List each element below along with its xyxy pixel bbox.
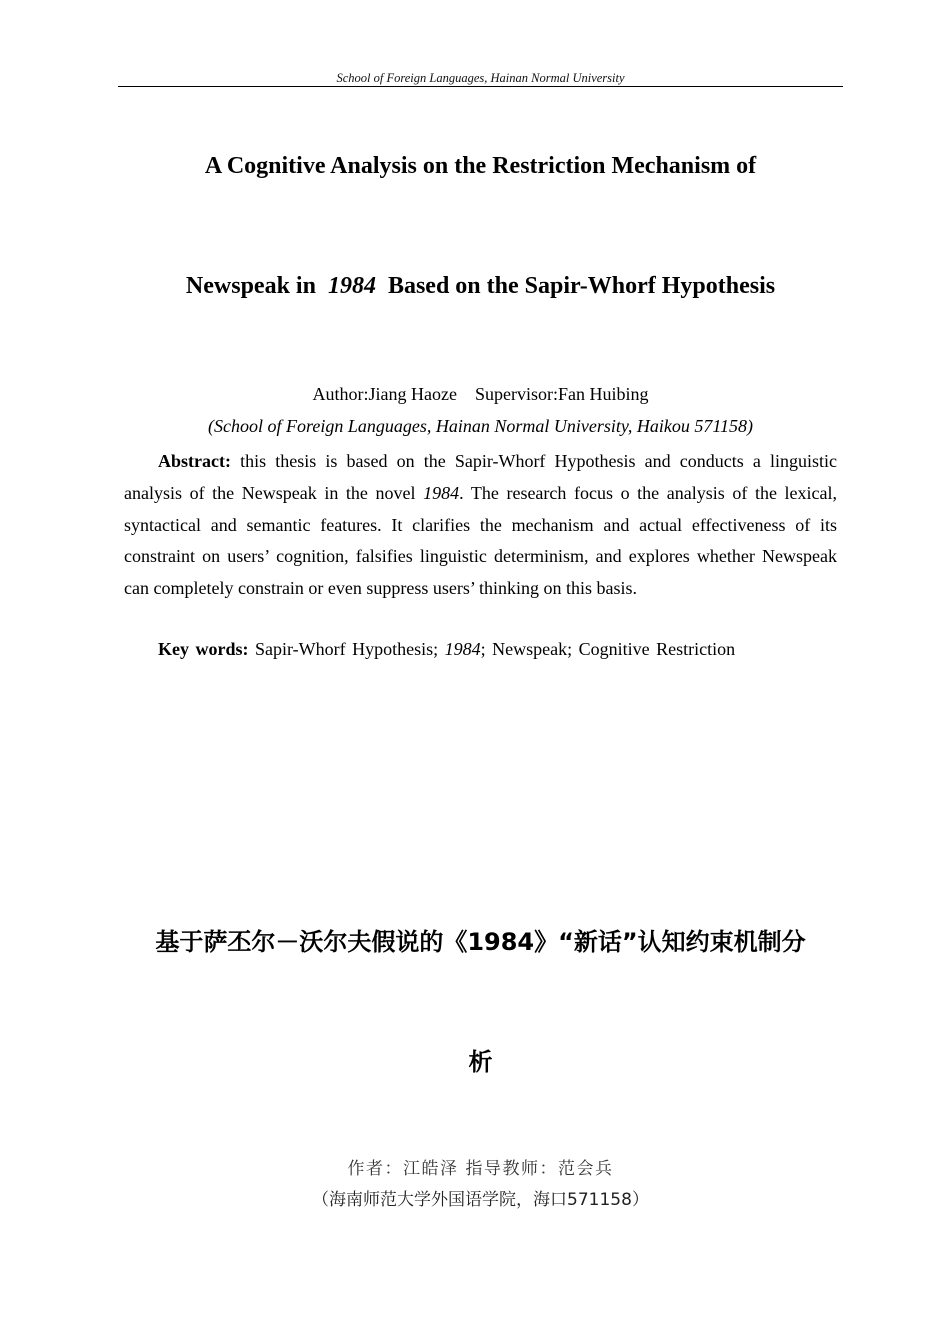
- keyword-3: ; Newspeak; Cognitive Restriction: [480, 639, 736, 659]
- author-line-en: [118, 382, 843, 406]
- author-name-en: Author:Jiang Haoze: [312, 384, 457, 404]
- affiliation-en: (School of Foreign Languages, Hainan Normal University, Haikou 571158): [208, 416, 753, 436]
- running-head: School of Foreign Languages, Hainan Normal University: [336, 71, 625, 85]
- title-en-line2: [118, 271, 843, 301]
- abstract-label: Abstract:: [158, 451, 231, 471]
- title-en-novel: 1984: [327, 273, 376, 299]
- abstract-text-part2: . The research focus o the analysis of the lexical, syntactical and semantic features. It clarifies the mechanism and actual effectiveness of its constraint on users’ cognition, falsifies linguistic determinism, and explores whether Newspeak can completely constrain or even suppress users’ thinking on this basis.: [124, 482, 837, 599]
- abstract-text-part1: this thesis is based on the Sapir-Whorf Hypothesis and conducts a linguistic analysis of the Newspeak in the novel: [124, 451, 837, 503]
- keyword-1: Sapir-Whorf Hypothesis;: [255, 639, 439, 659]
- author-line-zh: 作者：江皓泽 指导教师：范会兵: [347, 1159, 614, 1179]
- title-zh-line2: 析: [468, 1048, 493, 1076]
- title-en-line2-start: Newspeak in: [185, 273, 316, 299]
- keyword-2: 1984: [444, 639, 481, 659]
- supervisor-name-en: Supervisor:Fan Huibing: [474, 384, 649, 404]
- affiliation-zh: （海南师范大学外国语学院，海口571158）: [312, 1190, 649, 1210]
- header-rule: [118, 86, 843, 87]
- abstract-paragraph: [124, 446, 837, 605]
- title-en-line1: A Cognitive Analysis on the Restriction Mechanism of: [204, 153, 757, 179]
- title-zh-line1: 基于萨丕尔－沃尔夫假说的《1984》“新话”认知约束机制分: [155, 928, 806, 956]
- keywords-label: Key words:: [158, 639, 249, 659]
- keywords-line: [124, 637, 837, 661]
- title-en-line2-end: Based on the Sapir-Whorf Hypothesis: [387, 273, 776, 299]
- abstract-novel-title: 1984: [423, 482, 460, 503]
